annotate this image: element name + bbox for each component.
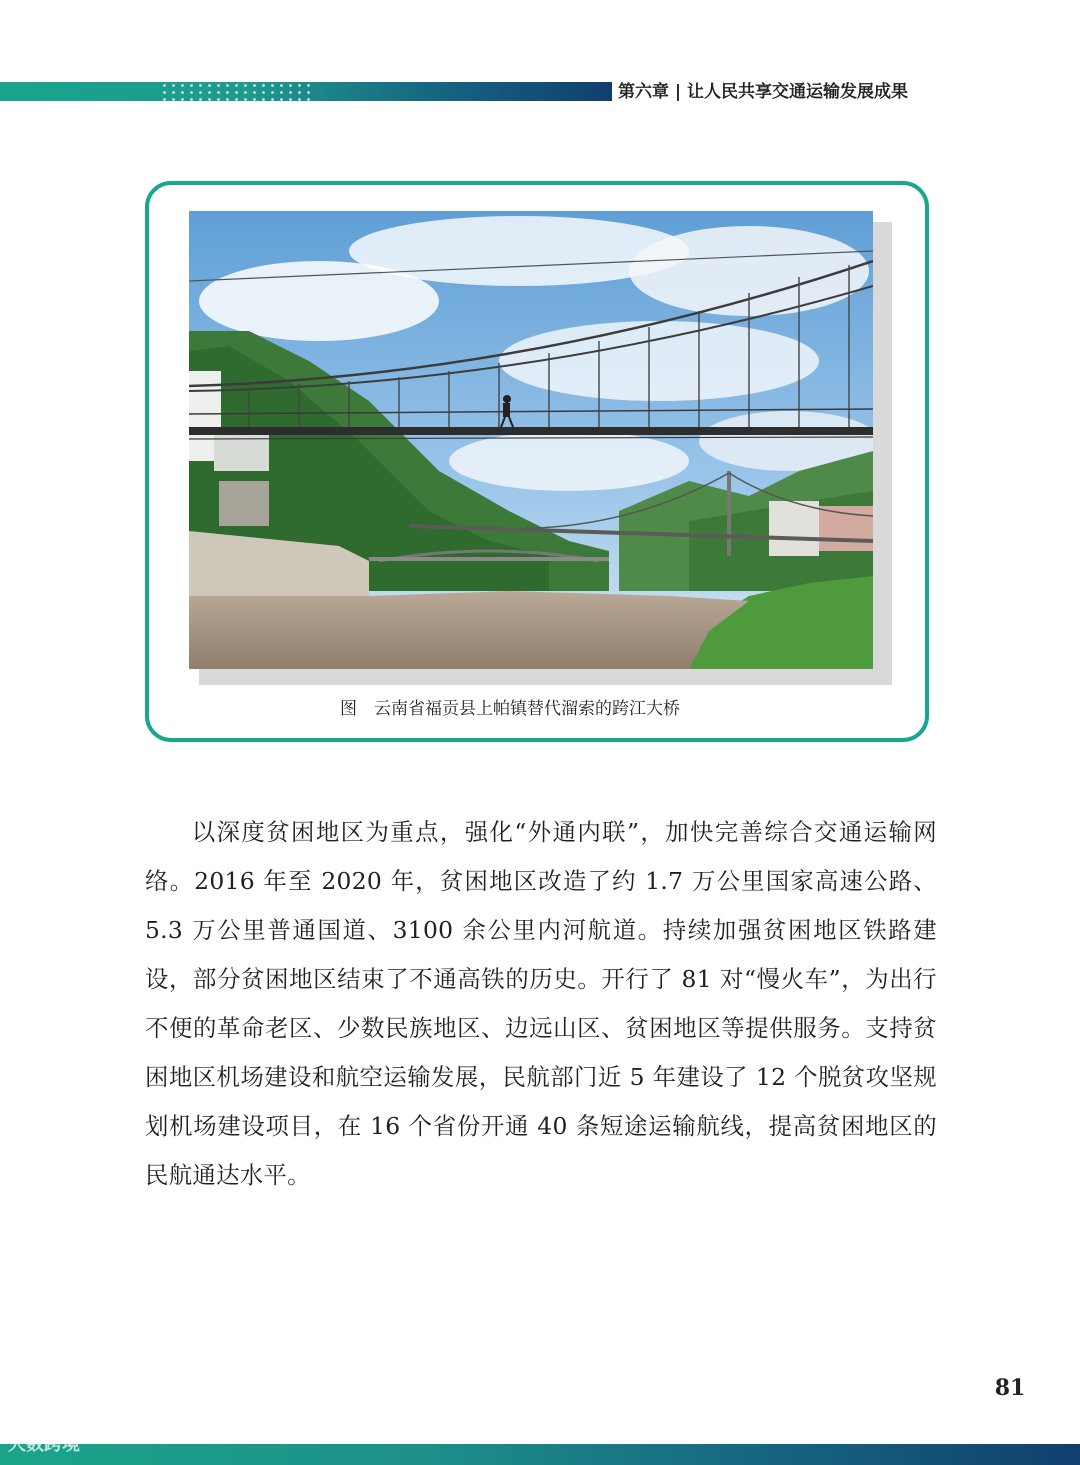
chapter-title: 第六章 | 让人民共享交通运输发展成果 [618, 82, 909, 102]
figure-caption: 图 云南省福贡县上帕镇替代溜索的跨江大桥 [340, 699, 680, 719]
watermark-logo: 大数跨境 [8, 1434, 80, 1455]
bridge-photo [189, 211, 873, 669]
page-number: 81 [994, 1375, 1026, 1401]
body-paragraph: 以深度贫困地区为重点，强化“外通内联”，加快完善综合交通运输网络。2016 年至 2020 年，贫困地区改造了约 1.7 万公里国家高速公路、5.3 万公里普通国道、3100 余公里内河航道。持续加强贫困地区铁路建设，部分贫困地区结束了不通高铁的历史。开行了 81 对“慢火车”，为出行不便的革命老区、少数民族地区、边远山区、贫困地区等提供服务。支持贫困地区机场建设和航空运输发展，民航部门近 5 年建设了 12 个脱贫攻坚规划机场建设项目，在 16 个省份开通 40 条短途运输航线，提高贫困地区的民航通达水平。 [145, 818, 937, 1189]
header-dot-pattern [160, 82, 310, 101]
footer-band [0, 1444, 1080, 1465]
